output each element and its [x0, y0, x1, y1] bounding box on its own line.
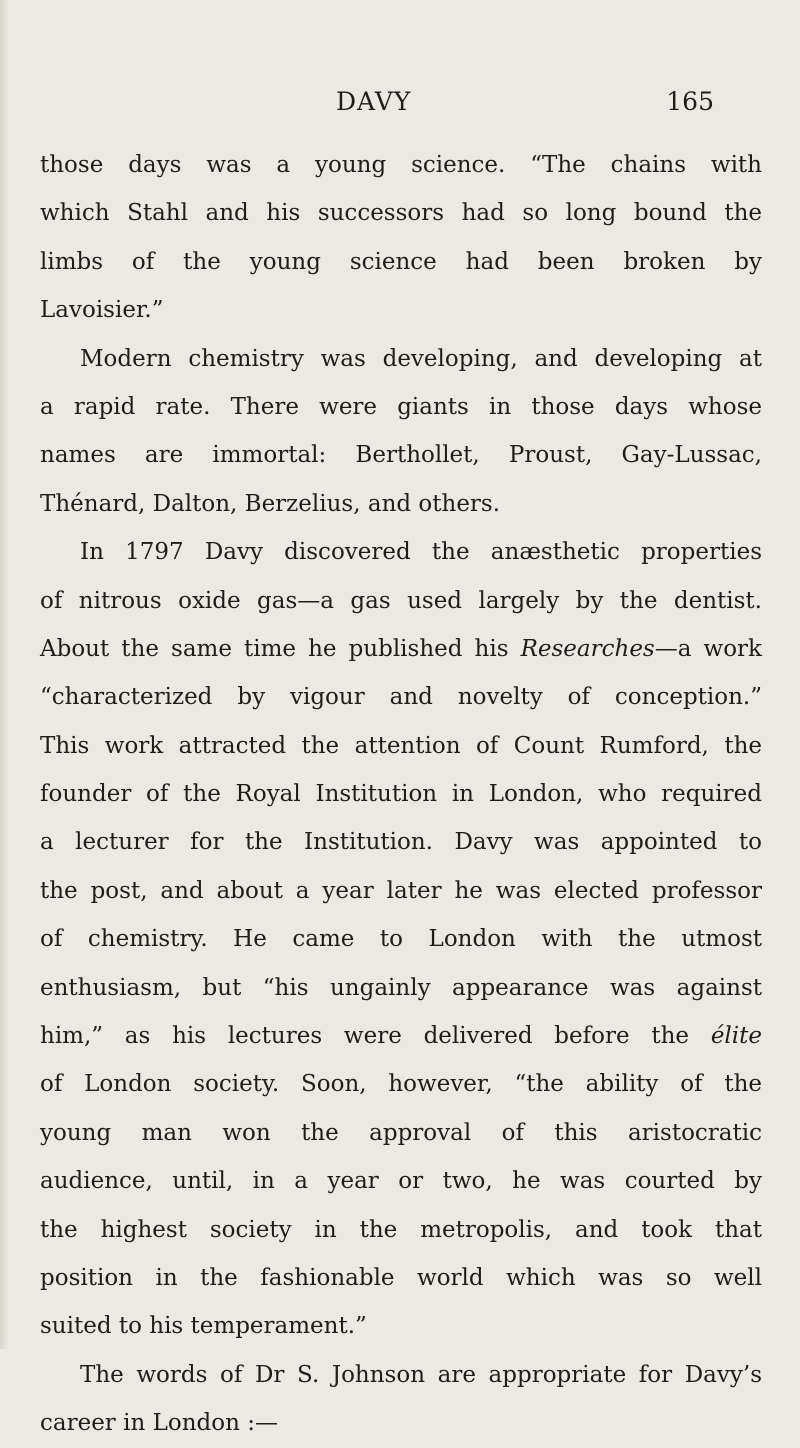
paragraph-4	[40, 1351, 762, 1448]
text-line: In 1797 Davy discovered the anæsthetic properties	[80, 539, 762, 566]
paragraph-1	[40, 141, 762, 335]
paragraph-3	[40, 528, 762, 1351]
page-number: 165	[666, 87, 714, 116]
text-line: a rapid rate. There were giants in those days whose	[40, 393, 762, 420]
text-line: of nitrous oxide gas—a gas used largely by the dentist.	[40, 587, 762, 614]
text-line: audience, until, in a year or two, he was courted by	[40, 1168, 762, 1195]
text-line: career in London :—	[40, 1410, 278, 1437]
text-line: founder of the Royal Institution in London, who required	[40, 781, 762, 808]
text-line	[40, 1012, 762, 1060]
text-line: position in the fashionable world which was so well	[40, 1264, 762, 1291]
text-fragment: About the same time he published his	[40, 635, 521, 662]
page-edge-shadow	[0, 0, 8, 1349]
text-line: of London society. Soon, however, “the ability of the	[40, 1071, 762, 1098]
text-line: suited to his temperament.”	[40, 1313, 367, 1340]
text-line: the post, and about a year later he was elected professor	[40, 877, 762, 904]
text-fragment: him,” as his lectures were delivered before the	[40, 1023, 711, 1050]
text-line: Modern chemistry was developing, and developing at	[80, 345, 762, 372]
text-line: names are immortal: Berthollet, Proust, Gay-Lussac,	[40, 442, 762, 469]
running-title: DAVY	[336, 87, 412, 116]
text-line: of chemistry. He came to London with the utmost	[40, 926, 762, 953]
body-text	[40, 141, 762, 1448]
text-line: “characterized by vigour and novelty of conception.”	[40, 684, 762, 711]
text-line: the highest society in the metropolis, and took that	[40, 1216, 762, 1243]
text-line: young man won the approval of this aristocratic	[40, 1119, 762, 1146]
text-line: Thénard, Dalton, Berzelius, and others.	[40, 490, 501, 517]
text-line: limbs of the young science had been broken by	[40, 248, 762, 275]
text-line: a lecturer for the Institution. Davy was appointed to	[40, 829, 762, 856]
text-line: which Stahl and his successors had so long bound the	[40, 200, 762, 227]
book-title-researches: Researches	[520, 635, 655, 662]
text-line	[40, 625, 762, 673]
running-head	[0, 86, 800, 120]
paragraph-2	[40, 335, 762, 529]
italic-word-elite: élite	[710, 1023, 762, 1050]
text-line: The words of Dr S. Johnson are appropriate for Davy’s	[80, 1361, 762, 1388]
text-fragment: —a work	[654, 635, 762, 662]
text-line: Lavoisier.”	[40, 297, 164, 324]
text-line: those days was a young science. “The chains with	[40, 152, 762, 178]
text-line: This work attracted the attention of Count Rumford, the	[40, 732, 762, 759]
text-line: enthusiasm, but “his ungainly appearance was against	[40, 974, 762, 1001]
